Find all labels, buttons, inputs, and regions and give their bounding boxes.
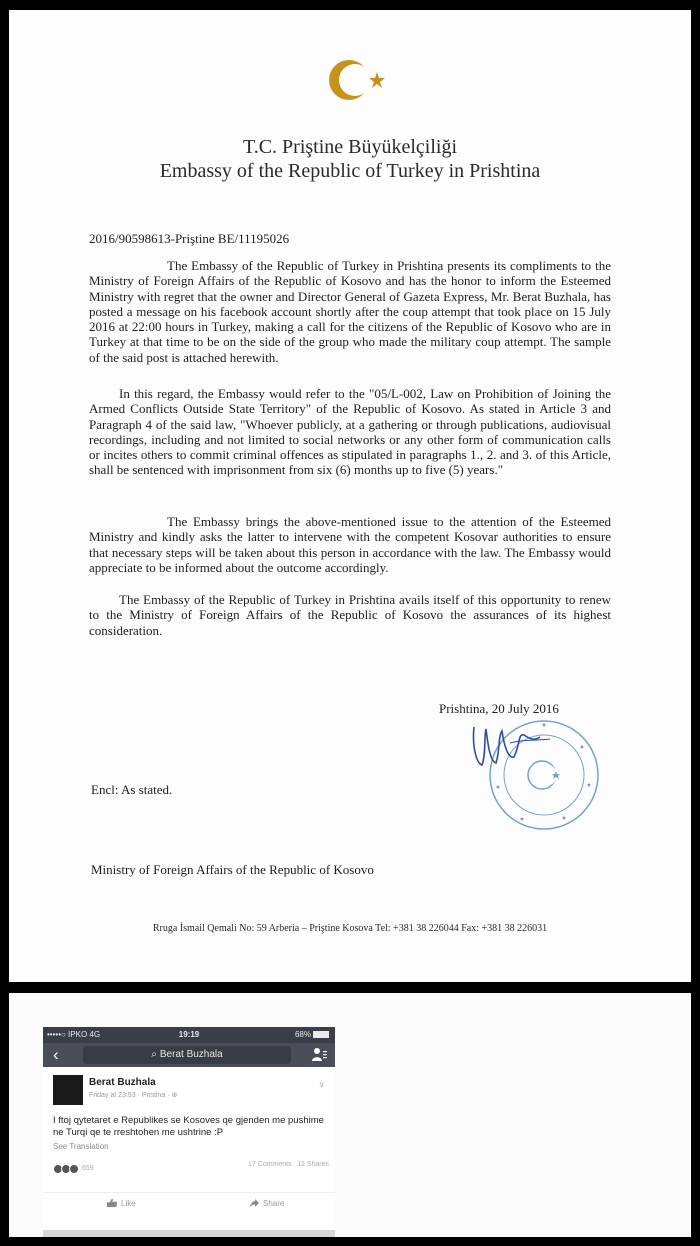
enclosure-note: Encl: As stated. [91,782,173,797]
recipient-line: Ministry of Foreign Affairs of the Republic of Kosovo [91,862,374,877]
battery-indicator [295,1030,329,1039]
header-turkish: T.C. Priştine Büyükelçiliği [242,136,458,158]
carrier-label: •••••○ IPKO 4G [47,1030,101,1039]
address-footer: Rruga İsmail Qemali No: 59 Arberia – Priştine Kosova Tel: +381 38 226044 Fax: +381 38 226031 [152,923,548,934]
post-actions [43,1192,335,1213]
bottom-divider [43,1230,335,1237]
back-chevron-icon[interactable]: ‹ [53,1045,59,1064]
search-query: Berat Buzhala [159,1049,223,1060]
paragraph-2: In this regard, the Embassy would refer to the "05/L-002, Law on Prohibition of Joining the Armed Conflicts Outside State Territory" of the Republic of Kosovo. As stated in Article 3 and Paragraph 4 of the said law, "Whoever publicly, at a gathering or through publications, audiovisual recordings, including and not limited to social networks or any other form of communication calls or incites others to commit criminal offences as stipulated in paragraphs 1., 2. and 3. of this Article, shall be sentenced with imprisonment from six (6) months up to five (5) years." [89,386,611,478]
facebook-screenshot-panel [9,993,691,1237]
reaction-summary[interactable] [53,1160,94,1172]
header-english: Embassy of the Republic of Turkey in Prishtina [159,160,541,182]
thumbs-up-icon [107,1199,117,1207]
reaction-icon [69,1164,79,1174]
engagement-counts [248,1161,329,1168]
comments-count[interactable]: 17 Comments [248,1161,292,1168]
status-bar [43,1027,335,1043]
friends-list-icon[interactable] [311,1046,327,1062]
handwritten-signature-icon [464,715,574,775]
see-translation-link[interactable]: See Translation [53,1142,109,1151]
paragraph-1: The Embassy of the Republic of Turkey in Prishtina presents its compliments to the Ministry of Foreign Affairs of the Republic of Kosovo and has the honor to inform the Esteemed Ministry with regret that the owner and Director General of Gazeta Express, Mr. Berat Buzhala, has posted a message on his facebook account shortly after the coup attempt that took place on 15 July 2016 at 22:00 hours in Turkey, making a call for the citizens of the Republic of Kosovo who are in Turkey at that time to be on the side of the group who made the military coup attempt. The sample of the said post is attached herewith. [89,258,611,365]
share-arrow-icon [249,1199,259,1207]
battery-percent: 68% [294,1030,311,1039]
share-button[interactable] [249,1199,284,1208]
crescent-star-emblem-icon [325,52,397,108]
like-button[interactable] [107,1199,136,1208]
share-label: Share [263,1199,285,1208]
search-input[interactable] [83,1046,291,1064]
phone-screen [43,1027,335,1237]
like-label: Like [121,1199,136,1208]
shares-count[interactable]: 11 Shares [297,1161,329,1168]
paragraph-4: The Embassy of the Republic of Turkey in Prishtina avails itself of this opportunity to renew to the Ministry of Foreign Affairs of the Republic of Kosovo the assurances of its highest consideration. [89,592,611,638]
search-icon: ⌕ [151,1049,157,1060]
embassy-letter [9,10,691,982]
post-options-chevron-icon[interactable]: ∨ [318,1079,325,1089]
paragraph-3: The Embassy brings the above-mentioned issue to the attention of the Esteemed Ministry and kindly asks the latter to intervene with the competent Kosovar authorities to ensure that necessary steps will be taken about this person in accordance with the law. The Embassy would appreciate to be informed about the outcome accordingly. [89,514,611,575]
reaction-count: 659 [82,1165,94,1173]
navigation-bar [43,1043,335,1067]
post-meta: Friday at 23:53 · Pristina · ⊕ [89,1092,178,1099]
post-author[interactable]: Berat Buzhala [89,1077,156,1088]
battery-icon [313,1031,329,1038]
status-time: 19:19 [178,1030,200,1039]
reference-number: 2016/90598613-Priştine BE/11195026 [89,231,290,246]
dateline: Prishtina, 20 July 2016 [439,701,559,716]
post-text: I ftoj qytetaret e Republikes se Kosoves qe gjenden me pushime ne Turqi qe te rreshtohen me ushtrine :P [53,1115,324,1138]
author-avatar[interactable] [53,1075,83,1105]
